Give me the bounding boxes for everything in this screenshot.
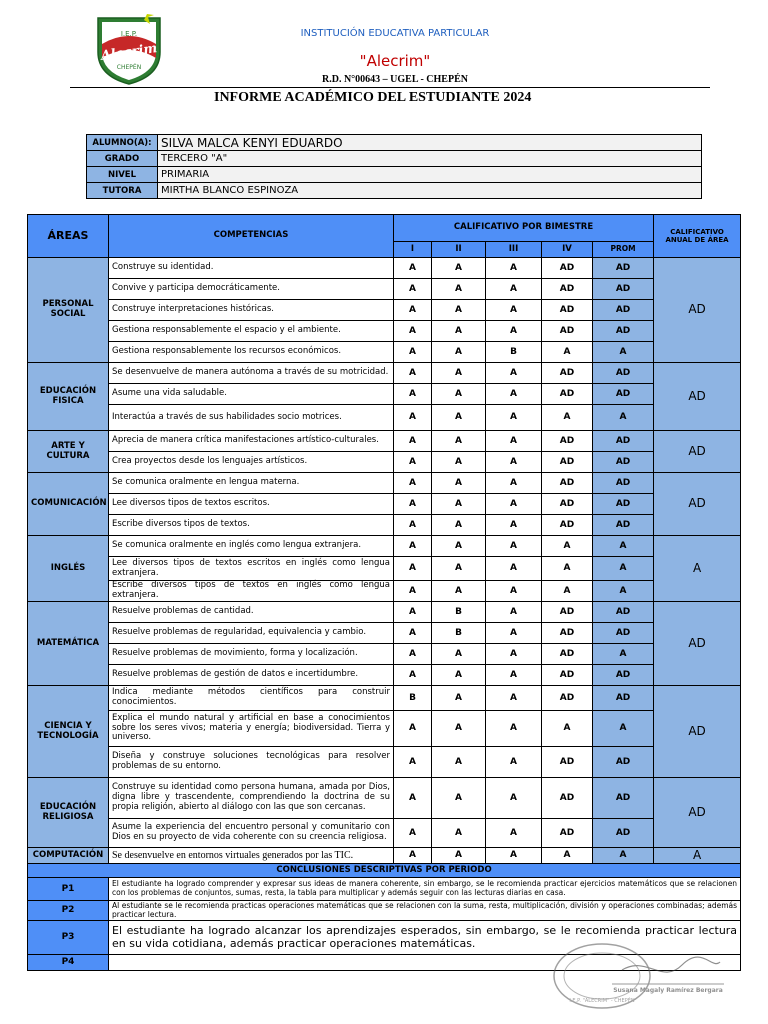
grade-cell: AD xyxy=(542,494,593,515)
table-row xyxy=(28,536,741,557)
grade-cell: B xyxy=(432,602,486,623)
signature-stamp xyxy=(552,940,732,1012)
grade-cell: A xyxy=(432,405,486,431)
grade-prom: AD xyxy=(593,258,654,279)
period-row xyxy=(28,878,741,901)
grade-cell: A xyxy=(486,258,542,279)
grade-cell: A xyxy=(432,665,486,686)
grade-cell: A xyxy=(542,405,593,431)
grade-prom: AD xyxy=(593,473,654,494)
grade-cell: A xyxy=(394,384,432,405)
grade-cell: B xyxy=(432,623,486,644)
svg-text:Alecrim: Alecrim xyxy=(99,41,159,64)
table-row xyxy=(28,515,741,536)
grade-prom: AD xyxy=(593,279,654,300)
annual-grade: A xyxy=(654,536,741,602)
grade-cell: A xyxy=(432,342,486,363)
table-row xyxy=(28,581,741,602)
grade-cell: A xyxy=(394,321,432,342)
competency-text: Asume una vida saludable. xyxy=(109,384,394,405)
table-row xyxy=(28,686,741,711)
grade-prom: AD xyxy=(593,665,654,686)
table-row xyxy=(28,342,741,363)
grade-cell: AD xyxy=(542,819,593,848)
grade-cell: AD xyxy=(542,515,593,536)
table-row xyxy=(28,363,741,384)
grade-cell: A xyxy=(486,711,542,747)
competency-text: Interactúa a través de sus habilidades socio motrices. xyxy=(109,405,394,431)
grade-cell: A xyxy=(432,494,486,515)
area-name: EDUCACIÓN FISICA xyxy=(28,363,109,431)
grade-cell: B xyxy=(394,686,432,711)
table-row xyxy=(28,300,741,321)
annual-grade: AD xyxy=(654,778,741,848)
competency-text: Resuelve problemas de cantidad. xyxy=(109,602,394,623)
grade-prom: AD xyxy=(593,623,654,644)
grade-cell: A xyxy=(486,515,542,536)
grade-prom: AD xyxy=(593,363,654,384)
grade-cell: A xyxy=(394,536,432,557)
grade-cell: AD xyxy=(542,644,593,665)
resolution-number: R.D. N°00643 – UGEL - CHEPÉN xyxy=(322,74,468,85)
table-row xyxy=(28,848,741,864)
grade-cell: A xyxy=(432,515,486,536)
table-row xyxy=(28,644,741,665)
grade-cell: A xyxy=(486,602,542,623)
competency-text: Lee diversos tipos de textos escritos. xyxy=(109,494,394,515)
grade-prom: AD xyxy=(593,452,654,473)
grade-prom: A xyxy=(593,342,654,363)
grade-cell: A xyxy=(394,300,432,321)
grade-cell: A xyxy=(542,581,593,602)
grade-cell: A xyxy=(486,384,542,405)
grade-cell: A xyxy=(542,557,593,581)
competency-text: Resuelve problemas de movimiento, forma y localización. xyxy=(109,644,394,665)
competency-text: Indica mediante métodos científicos para construir conocimientos. xyxy=(109,686,394,711)
competency-text: Construye su identidad como persona humana, amada por Dios, digna libre y trascendente, comprendiendo la doctrina de su propia religión, abierto al diálogo con las que son cercanas. xyxy=(109,778,394,819)
grade-cell: A xyxy=(432,384,486,405)
grade-cell: A xyxy=(394,515,432,536)
competencias-header: COMPETENCIAS xyxy=(109,215,394,258)
grade-cell: A xyxy=(486,819,542,848)
student-name-label: ALUMNO(A): xyxy=(87,135,158,151)
grade-cell: A xyxy=(486,623,542,644)
table-row xyxy=(28,258,741,279)
grade-cell: A xyxy=(542,342,593,363)
grade-cell: A xyxy=(394,581,432,602)
grade-cell: A xyxy=(486,363,542,384)
competency-text: Se comunica oralmente en lengua materna. xyxy=(109,473,394,494)
table-row xyxy=(28,279,741,300)
grade-cell: A xyxy=(486,686,542,711)
competency-text: Se comunica oralmente en inglés como lengua extranjera. xyxy=(109,536,394,557)
annual-grade: AD xyxy=(654,258,741,363)
grade-cell: A xyxy=(432,431,486,452)
report-title: INFORME ACADÉMICO DEL ESTUDIANTE 2024 xyxy=(214,90,532,105)
grade-cell: A xyxy=(432,581,486,602)
grade-cell: A xyxy=(394,557,432,581)
grade-cell: A xyxy=(394,602,432,623)
grade-prom: AD xyxy=(593,300,654,321)
grade-prom: A xyxy=(593,536,654,557)
grade-cell: A xyxy=(432,536,486,557)
table-row xyxy=(28,384,741,405)
grade-cell: A xyxy=(394,279,432,300)
grade-value: TERCERO "A" xyxy=(158,151,702,167)
grade-cell: A xyxy=(486,581,542,602)
period-conclusion: Al estudiante se le recomienda practicas operaciones matemáticas que se relacionen con la suma, resta, multiplicación, división y operaciones combinadas; además practicar lectura. xyxy=(109,901,741,921)
grade-prom: AD xyxy=(593,431,654,452)
period-label: P2 xyxy=(28,901,109,921)
area-name: ARTE Y CULTURA xyxy=(28,431,109,473)
grade-cell: AD xyxy=(542,452,593,473)
area-name: COMUNICACIÓN xyxy=(28,473,109,536)
grade-cell: A xyxy=(432,819,486,848)
competency-text: Convive y participa democráticamente. xyxy=(109,279,394,300)
grade-prom: AD xyxy=(593,819,654,848)
annual-grade: A xyxy=(654,848,741,864)
grade-cell: AD xyxy=(542,384,593,405)
period-conclusion: El estudiante ha logrado comprender y expresar sus ideas de manera coherente, sin embargo, se le recomienda practicar ejercicios matemáticos que se relacionen con los problemas de conjuntos, sumas, resta, la tabla para multiplicar y además seguir con las lecturas diarias en casa. xyxy=(109,878,741,901)
grade-cell: A xyxy=(486,848,542,864)
grade-cell: A xyxy=(542,848,593,864)
grade-cell: A xyxy=(432,473,486,494)
grade-cell: A xyxy=(394,778,432,819)
area-name: PERSONAL SOCIAL xyxy=(28,258,109,363)
grade-cell: B xyxy=(486,342,542,363)
grade-cell: AD xyxy=(542,623,593,644)
col-header-iii: III xyxy=(486,242,542,258)
competency-text: Se desenvuelve de manera autónoma a través de su motricidad. xyxy=(109,363,394,384)
grade-cell: A xyxy=(432,711,486,747)
area-name: COMPUTACIÓN xyxy=(28,848,109,864)
col-header-prom: PROM xyxy=(593,242,654,258)
school-name: "Alecrim" xyxy=(359,52,431,70)
grade-cell: A xyxy=(486,279,542,300)
grade-cell: A xyxy=(432,300,486,321)
grade-cell: AD xyxy=(542,258,593,279)
period-conclusion: El estudiante ha logrado alcanzar los aprendizajes esperados, sin embargo, se le recomienda practicar lectura en su vida cotidiana, además practicar operaciones matemáticas. xyxy=(109,921,741,955)
grade-cell: A xyxy=(432,452,486,473)
annual-grade: AD xyxy=(654,363,741,431)
grade-cell: AD xyxy=(542,300,593,321)
grade-prom: A xyxy=(593,711,654,747)
table-row xyxy=(28,452,741,473)
svg-text:CHEPÉN: CHEPÉN xyxy=(116,64,142,71)
grade-cell: A xyxy=(432,557,486,581)
svg-text:I.E.P.: I.E.P. xyxy=(120,30,138,38)
level-value: PRIMARIA xyxy=(158,167,702,183)
grade-cell: A xyxy=(394,644,432,665)
grade-cell: A xyxy=(432,686,486,711)
grade-prom: AD xyxy=(593,494,654,515)
col-header-i: I xyxy=(394,242,432,258)
grade-prom: A xyxy=(593,405,654,431)
annual-header: CALIFICATIVO ANUAL DE ÁREA xyxy=(654,215,741,258)
grade-prom: A xyxy=(593,848,654,864)
grade-prom: A xyxy=(593,644,654,665)
header-divider xyxy=(70,87,710,88)
annual-grade: AD xyxy=(654,431,741,473)
table-row xyxy=(28,711,741,747)
grade-cell: A xyxy=(394,473,432,494)
grade-cell: A xyxy=(394,363,432,384)
area-name: EDUCACIÓN RELIGIOSA xyxy=(28,778,109,848)
grade-cell: AD xyxy=(542,665,593,686)
competency-text: Asume la experiencia del encuentro personal y comunitario con Dios en su proyecto de vida coherente con su creencia religiosa. xyxy=(109,819,394,848)
competency-text: Crea proyectos desde los lenguajes artísticos. xyxy=(109,452,394,473)
grade-cell: A xyxy=(486,321,542,342)
table-row xyxy=(28,747,741,778)
grade-cell: AD xyxy=(542,431,593,452)
competency-text: Diseña y construye soluciones tecnológicas para resolver problemas de su entorno. xyxy=(109,747,394,778)
grade-cell: AD xyxy=(542,279,593,300)
competency-text: Lee diversos tipos de textos escritos en inglés como lengua extranjera. xyxy=(109,557,394,581)
competency-text: Escribe diversos tipos de textos. xyxy=(109,515,394,536)
student-name-value: SILVA MALCA KENYI EDUARDO xyxy=(158,135,702,151)
grade-cell: A xyxy=(394,747,432,778)
table-row xyxy=(28,665,741,686)
grade-cell: A xyxy=(432,848,486,864)
tutor-value: MIRTHA BLANCO ESPINOZA xyxy=(158,183,702,199)
grade-label: GRADO xyxy=(87,151,158,167)
grade-cell: A xyxy=(394,623,432,644)
grade-cell: A xyxy=(432,321,486,342)
grades-table xyxy=(27,214,741,971)
grade-cell: A xyxy=(486,431,542,452)
table-row xyxy=(28,623,741,644)
competency-text: Aprecia de manera crítica manifestaciones artístico-culturales. xyxy=(109,431,394,452)
grade-cell: A xyxy=(394,258,432,279)
competency-text: Explica el mundo natural y artificial en base a conocimientos sobre los seres vivos; materia y energía; biodiversidad. Tierra y universo. xyxy=(109,711,394,747)
competency-text: Resuelve problemas de regularidad, equivalencia y cambio. xyxy=(109,623,394,644)
col-header-ii: II xyxy=(432,242,486,258)
grade-cell: AD xyxy=(542,602,593,623)
annual-grade: AD xyxy=(654,473,741,536)
tutor-label: TUTORA xyxy=(87,183,158,199)
competency-text: Se desenvuelve en entornos virtuales generados por las TIC. xyxy=(109,848,394,864)
grade-cell: A xyxy=(486,665,542,686)
student-info-table xyxy=(86,134,702,199)
competency-text: Construye interpretaciones históricas. xyxy=(109,300,394,321)
grade-prom: A xyxy=(593,557,654,581)
grade-cell: AD xyxy=(542,473,593,494)
grade-cell: A xyxy=(542,536,593,557)
grade-cell: A xyxy=(394,342,432,363)
grade-cell: A xyxy=(432,363,486,384)
grade-cell: A xyxy=(486,494,542,515)
grade-cell: A xyxy=(486,473,542,494)
table-row xyxy=(28,602,741,623)
grade-cell: A xyxy=(394,819,432,848)
grade-cell: A xyxy=(394,665,432,686)
grade-cell: A xyxy=(486,747,542,778)
grade-cell: A xyxy=(394,494,432,515)
table-row xyxy=(28,321,741,342)
grade-cell: AD xyxy=(542,321,593,342)
areas-header: ÁREAS xyxy=(28,215,109,258)
bimestre-header: CALIFICATIVO POR BIMESTRE xyxy=(394,215,654,242)
period-row xyxy=(28,901,741,921)
grade-cell: A xyxy=(432,778,486,819)
table-row xyxy=(28,431,741,452)
grade-cell: A xyxy=(432,644,486,665)
table-row xyxy=(28,494,741,515)
institution-label: INSTITUCIÓN EDUCATIVA PARTICULAR xyxy=(300,28,490,39)
grade-prom: AD xyxy=(593,515,654,536)
grade-prom: AD xyxy=(593,384,654,405)
grade-cell: A xyxy=(394,405,432,431)
grade-cell: A xyxy=(486,778,542,819)
table-row xyxy=(28,473,741,494)
grade-cell: A xyxy=(432,747,486,778)
competency-text: Gestiona responsablemente los recursos económicos. xyxy=(109,342,394,363)
annual-grade: AD xyxy=(654,602,741,686)
grade-cell: AD xyxy=(542,363,593,384)
grade-cell: A xyxy=(394,711,432,747)
grade-cell: AD xyxy=(542,778,593,819)
grade-cell: A xyxy=(486,536,542,557)
grade-cell: A xyxy=(486,300,542,321)
period-label: P4 xyxy=(28,955,109,971)
competency-text: Resuelve problemas de gestión de datos e incertidumbre. xyxy=(109,665,394,686)
grade-cell: A xyxy=(486,405,542,431)
annual-grade: AD xyxy=(654,686,741,778)
area-name: MATEMÁTICA xyxy=(28,602,109,686)
svg-text:Susana Magaly Ramírez Bergara: Susana Magaly Ramírez Bergara xyxy=(613,987,723,994)
period-label: P1 xyxy=(28,878,109,901)
table-row xyxy=(28,557,741,581)
grade-prom: A xyxy=(593,581,654,602)
col-header-iv: IV xyxy=(542,242,593,258)
grade-prom: AD xyxy=(593,686,654,711)
competency-text: Gestiona responsablemente el espacio y el ambiente. xyxy=(109,321,394,342)
period-label: P3 xyxy=(28,921,109,955)
grade-cell: A xyxy=(432,279,486,300)
conclusions-title: CONCLUSIONES DESCRIPTIVAS POR PERIODO xyxy=(28,864,741,878)
grade-cell: A xyxy=(394,452,432,473)
grade-cell: A xyxy=(394,848,432,864)
grade-cell: A xyxy=(394,431,432,452)
grade-cell: A xyxy=(486,557,542,581)
level-label: NIVEL xyxy=(87,167,158,183)
grade-prom: AD xyxy=(593,602,654,623)
table-row xyxy=(28,819,741,848)
grade-cell: A xyxy=(542,711,593,747)
grade-prom: AD xyxy=(593,778,654,819)
conclusions-header-row xyxy=(28,864,741,878)
grade-cell: A xyxy=(486,644,542,665)
grade-cell: A xyxy=(486,452,542,473)
grade-cell: AD xyxy=(542,747,593,778)
grade-prom: AD xyxy=(593,747,654,778)
table-row xyxy=(28,405,741,431)
table-row xyxy=(28,778,741,819)
grade-cell: AD xyxy=(542,686,593,711)
area-name: INGLÉS xyxy=(28,536,109,602)
grade-prom: AD xyxy=(593,321,654,342)
svg-text:I.E.P. "ALECRIM" - CHEPÉN: I.E.P. "ALECRIM" - CHEPÉN xyxy=(569,998,635,1004)
competency-text: Escribe diversos tipos de textos en inglés como lengua extranjera. xyxy=(109,581,394,602)
area-name: CIENCIA Y TECNOLOGÍA xyxy=(28,686,109,778)
competency-text: Construye su identidad. xyxy=(109,258,394,279)
grade-cell: A xyxy=(432,258,486,279)
